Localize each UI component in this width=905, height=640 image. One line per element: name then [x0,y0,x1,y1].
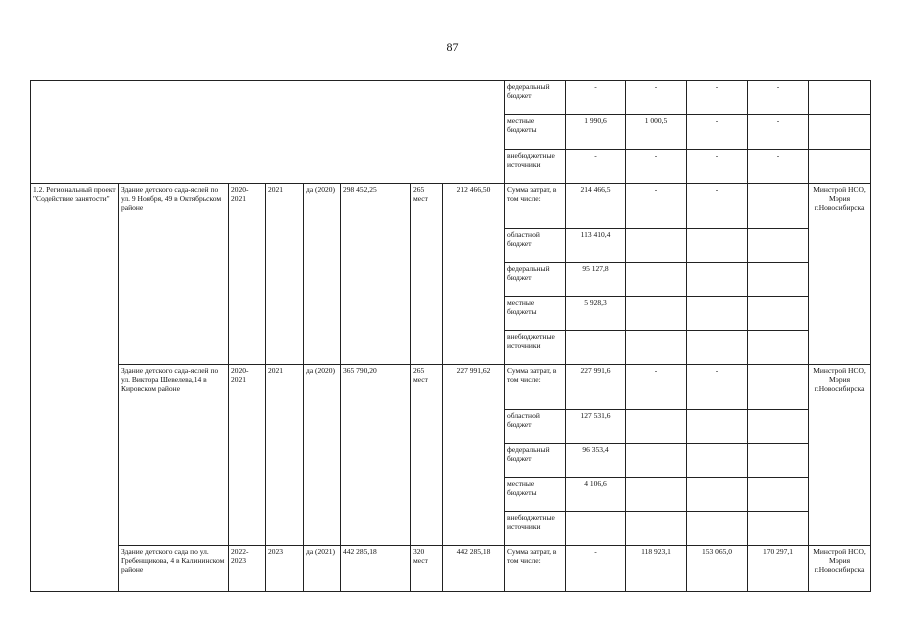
value-cell [566,331,626,365]
source-label: областной бюджет [505,229,566,263]
object-commissioning: 2021 [266,184,304,365]
object-name: Здание детского сада по ул. Гребенщикова, 4 в Калининском районе [119,546,229,592]
source-label: внебюджетные источники [505,512,566,546]
value-cell [748,365,809,410]
value-cell: - [566,81,626,115]
table-row [31,81,871,115]
value-cell [748,184,809,229]
executor-cell: Минстрой НСО, Мэрия г.Новосибирска [809,365,871,546]
executor-cell [809,81,871,115]
value-cell: - [748,81,809,115]
value-cell: - [687,184,748,229]
budget-table [30,80,871,592]
source-label: федеральный бюджет [505,263,566,297]
object-period: 2020-2021 [229,365,266,546]
value-cell: - [566,150,626,184]
object-commissioning: 2021 [266,365,304,546]
object-docs: да (2020) [304,184,341,365]
value-cell: 4 106,6 [566,478,626,512]
source-label: внебюджетные источники [505,150,566,184]
value-cell: - [626,365,687,410]
source-label: Сумма затрат, в том числе: [505,546,566,592]
value-cell: 96 353,4 [566,444,626,478]
value-cell: - [687,115,748,150]
executor-cell: Минстрой НСО, Мэрия г.Новосибирска [809,546,871,592]
value-cell: 1 000,5 [626,115,687,150]
executor-cell: Минстрой НСО, Мэрия г.Новосибирска [809,184,871,365]
executor-cell [809,115,871,150]
source-label: Сумма затрат, в том числе: [505,365,566,410]
object-docs: да (2020) [304,365,341,546]
value-cell: 95 127,8 [566,263,626,297]
value-cell: 127 531,6 [566,410,626,444]
value-cell: - [687,150,748,184]
value-cell: 227 991,6 [566,365,626,410]
value-cell: 153 065,0 [687,546,748,592]
value-cell: - [748,150,809,184]
object-remaining: 212 466,50 [443,184,505,365]
continued-block [31,81,505,184]
object-remaining: 442 285,18 [443,546,505,592]
object-docs: да (2021) [304,546,341,592]
source-label: местные бюджеты [505,297,566,331]
value-cell: - [566,546,626,592]
table-row [31,365,871,410]
table-row [31,546,871,592]
value-cell: - [626,81,687,115]
object-capacity: 320 мест [411,546,443,592]
value-cell: - [687,81,748,115]
object-cost: 365 790,20 [341,365,411,546]
value-cell: 214 466,5 [566,184,626,229]
object-capacity: 265 мест [411,365,443,546]
source-label: федеральный бюджет [505,444,566,478]
source-label: Сумма затрат, в том числе: [505,184,566,229]
object-period: 2022-2023 [229,546,266,592]
object-name: Здание детского сада-яслей по ул. Виктора Шевелева,14 в Кировском районе [119,365,229,546]
object-name: Здание детского сада-яслей по ул. 9 Ноября, 49 в Октябрьском районе [119,184,229,365]
object-cost: 298 452,25 [341,184,411,365]
object-commissioning: 2023 [266,546,304,592]
source-label: федеральный бюджет [505,81,566,115]
source-label: местные бюджеты [505,478,566,512]
value-cell: 1 990,6 [566,115,626,150]
source-label: областной бюджет [505,410,566,444]
value-cell: 170 297,1 [748,546,809,592]
source-label: местные бюджеты [505,115,566,150]
object-remaining: 227 991,62 [443,365,505,546]
object-period: 2020-2021 [229,184,266,365]
executor-cell [809,150,871,184]
value-cell [566,512,626,546]
value-cell: - [748,115,809,150]
page-number: 87 [446,40,459,54]
value-cell: - [687,365,748,410]
value-cell: 113 410,4 [566,229,626,263]
object-capacity: 265 мест [411,184,443,365]
table-row [31,184,871,229]
value-cell: 5 928,3 [566,297,626,331]
object-cost: 442 285,18 [341,546,411,592]
project-name: 1.2. Региональный проект "Содействие занятости" [31,184,119,592]
value-cell: - [626,184,687,229]
source-label: внебюджетные источники [505,331,566,365]
value-cell: - [626,150,687,184]
value-cell: 118 923,1 [626,546,687,592]
